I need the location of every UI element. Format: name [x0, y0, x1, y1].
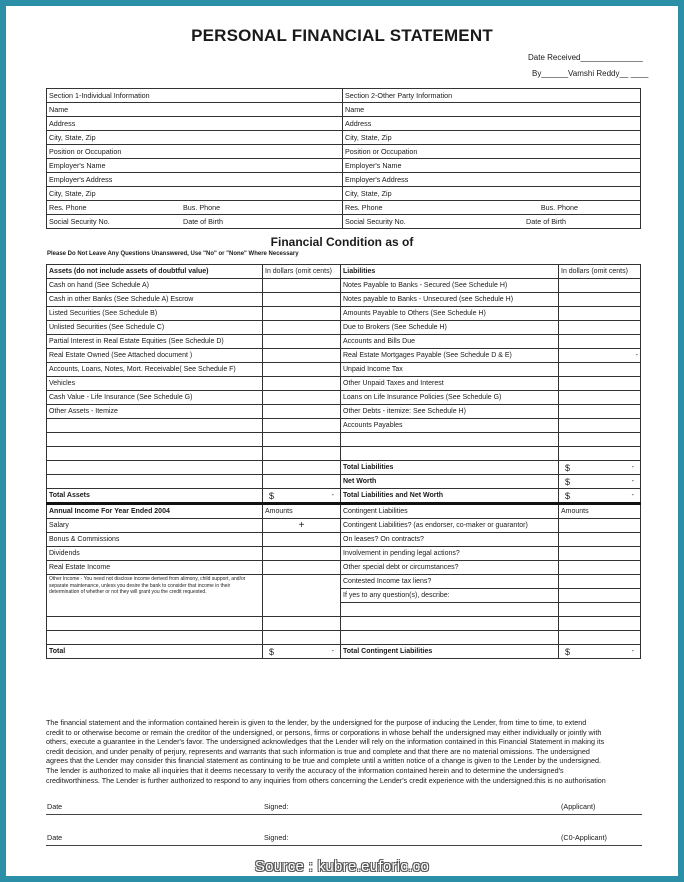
income-amount[interactable]	[263, 561, 341, 575]
s2-employer-city-field[interactable]: City, State, Zip	[343, 187, 641, 201]
contingent-amount[interactable]	[559, 533, 641, 547]
statement-line: others, execute a guarantee in the Lender's favor. The undersigned acknowledges that the Lender will rely on the information contained in this Financial Statement in making its	[46, 737, 605, 747]
contingent-row: If yes to any question(s), describe:	[341, 589, 559, 603]
asset-blank-row[interactable]	[47, 475, 263, 489]
asset-amount[interactable]	[263, 447, 341, 461]
assets-header: Assets (do not include assets of doubtful value)	[47, 265, 263, 279]
income-row: Salary	[47, 519, 263, 533]
s2-occupation-field[interactable]: Position or Occupation	[343, 145, 641, 159]
contingent-amount[interactable]	[559, 561, 641, 575]
asset-amount[interactable]	[263, 349, 341, 363]
contingent-blank-row[interactable]	[341, 617, 559, 631]
liability-row: Other Debts - itemize: See Schedule H)	[341, 405, 559, 419]
statement-line: The financial statement and the information contained herein is given to the lender, by the undersigned for the purpose of inducing the Lender, from time to time, to extend	[46, 718, 587, 727]
s2-res-phone-label: Res. Phone	[345, 203, 383, 212]
net-worth-amount[interactable]	[559, 475, 641, 489]
liability-row: Real Estate Mortgages Payable (See Schedule D & E)	[341, 349, 559, 363]
asset-row: Accounts, Loans, Notes, Mort. Receivable( See Schedule F)	[47, 363, 263, 377]
asset-amount[interactable]	[263, 279, 341, 293]
liability-row: Notes Payable to Banks - Secured (See Schedule H)	[341, 279, 559, 293]
s1-res-phone-label: Res. Phone	[49, 203, 87, 212]
liability-amount[interactable]	[559, 293, 641, 307]
liability-row: Loans on Life Insurance Policies (See Schedule G)	[341, 391, 559, 405]
contingent-header: Contingent Liabilities	[341, 504, 559, 519]
income-row: Real Estate Income	[47, 561, 263, 575]
liability-amount[interactable]	[559, 279, 641, 293]
s1-bus-phone-label: Bus. Phone	[183, 203, 221, 212]
liability-amount[interactable]	[559, 419, 641, 433]
asset-row: Other Assets - Itemize	[47, 405, 263, 419]
asset-row: Real Estate Owned (See Attached document )	[47, 349, 263, 363]
dash-value: -	[631, 648, 634, 655]
s1-employer-field[interactable]: Employer's Name	[47, 159, 343, 173]
income-amount[interactable]	[263, 533, 341, 547]
notice-text: Please Do Not Leave Any Questions Unanswered, Use "No" or "None" Where Necessary	[47, 251, 299, 257]
contingent-blank-row[interactable]	[341, 603, 559, 617]
asset-blank-row[interactable]	[47, 447, 263, 461]
liability-amount[interactable]	[559, 447, 641, 461]
asset-row: Cash on hand (See Schedule A)	[47, 279, 263, 293]
applicant-label: (Applicant)	[561, 802, 596, 811]
s2-employer-address-field[interactable]: Employer's Address	[343, 173, 641, 187]
asset-amount[interactable]	[263, 405, 341, 419]
s1-phone-row[interactable]	[47, 201, 343, 215]
liability-row: Accounts Payables	[341, 419, 559, 433]
dash-value: -	[631, 464, 634, 471]
income-amount[interactable]	[263, 547, 341, 561]
income-amount[interactable]	[263, 617, 341, 631]
liability-amount[interactable]	[559, 377, 641, 391]
liability-blank-row[interactable]	[341, 433, 559, 447]
date-label: Date	[47, 833, 63, 842]
co-applicant-signature-line[interactable]	[46, 845, 642, 846]
income-blank-row[interactable]	[47, 617, 263, 631]
statement-line: agrees that the Lender may consider this financial statement as continuing to be true and complete until a written notice of a change is given to the Lender by the undersigned.	[46, 756, 601, 766]
liability-amount[interactable]	[559, 405, 641, 419]
liability-row: Amounts Payable to Others (See Schedule H)	[341, 307, 559, 321]
section-information-table	[46, 88, 641, 229]
s1-ssn-row[interactable]	[47, 215, 343, 229]
dollar-sign: $	[269, 646, 275, 657]
co-applicant-label: (C0-Applicant)	[561, 833, 607, 842]
contingent-row: On leases? On contracts?	[341, 533, 559, 547]
liability-row: Notes payable to Banks - Unsecured (see Schedule H)	[341, 293, 559, 307]
asset-amount[interactable]	[263, 461, 341, 475]
total-liabilities-label: Total Liabilities	[341, 461, 559, 475]
liability-row: Unpaid Income Tax	[341, 363, 559, 377]
liability-amount[interactable]	[559, 307, 641, 321]
contingent-amount[interactable]	[559, 547, 641, 561]
liability-row: Accounts and Bills Due	[341, 335, 559, 349]
section1-heading: Section 1-Individual Information	[47, 89, 343, 103]
contingent-blank-row[interactable]	[341, 631, 559, 645]
contingent-amount[interactable]	[559, 617, 641, 631]
contingent-amount[interactable]	[559, 589, 641, 603]
statement-line: The lender is authorized to make all inquiries that it deems necessary to verify the accuracy of the information contained herein and to determine the undersigned's	[46, 765, 564, 775]
asset-row: Listed Securities (See Schedule B)	[47, 307, 263, 321]
total-liab-net-worth-amount[interactable]	[559, 489, 641, 504]
income-amount[interactable]	[263, 575, 341, 617]
s1-dob-label: Date of Birth	[183, 217, 223, 226]
asset-amount[interactable]	[263, 391, 341, 405]
asset-amount[interactable]	[263, 293, 341, 307]
section2-heading: Section 2-Other Party Information	[343, 89, 641, 103]
liability-amount[interactable]	[559, 391, 641, 405]
s2-phone-row[interactable]	[343, 201, 641, 215]
dash-value: -	[331, 492, 334, 499]
statement-line: credit to or otherwise become or remain the creditor of the undersigned, or persons, firms or corporations in whose behalf the undersigned may either individually or jointly with	[46, 727, 602, 737]
dollar-sign: $	[565, 490, 571, 501]
other-income-note: Other Income - You need not disclose income derived from alimony, child support, and/or separate maintenance, unless you desire the bank to consider that income in their determination of whether or not they will grant you the credit requested.	[47, 575, 263, 617]
liability-row: Due to Brokers (See Schedule H)	[341, 321, 559, 335]
income-blank-row[interactable]	[47, 631, 263, 645]
income-total-amount[interactable]	[263, 645, 341, 659]
asset-row: Cash Value - Life Insurance (See Schedule G)	[47, 391, 263, 405]
asset-row: Partial Interest in Real Estate Equities (See Schedule D)	[47, 335, 263, 349]
contingent-amount[interactable]	[559, 575, 641, 589]
total-contingent-label: Total Contingent Liabilities	[341, 645, 559, 659]
contingent-row: Other special debt or circumstances?	[341, 561, 559, 575]
income-total-label: Total	[47, 645, 263, 659]
s1-occupation-field[interactable]: Position or Occupation	[47, 145, 343, 159]
dollar-sign: $	[565, 462, 571, 473]
contingent-amounts-header: Amounts	[559, 504, 641, 519]
dollar-sign: $	[269, 490, 275, 501]
s1-name-field[interactable]: Name	[47, 103, 343, 117]
liability-row: Other Unpaid Taxes and Interest	[341, 377, 559, 391]
s1-city-field[interactable]: City, State, Zip	[47, 131, 343, 145]
net-worth-label: Net Worth	[341, 475, 559, 489]
s2-bus-phone-label: Bus. Phone	[540, 203, 578, 212]
page-title: PERSONAL FINANCIAL STATEMENT	[191, 26, 493, 45]
asset-amount[interactable]	[263, 475, 341, 489]
asset-amount[interactable]	[263, 433, 341, 447]
asset-amount[interactable]	[263, 363, 341, 377]
s1-ssn-label: Social Security No.	[49, 217, 110, 226]
income-amount[interactable]	[263, 631, 341, 645]
contingent-row: Contingent Liabilities? (as endorser, co-maker or guarantor)	[341, 519, 559, 533]
income-row: Bonus & Commissions	[47, 533, 263, 547]
s2-ssn-row[interactable]	[343, 215, 641, 229]
financial-condition-table	[46, 264, 641, 659]
s2-employer-field[interactable]: Employer's Name	[343, 159, 641, 173]
total-contingent-amount[interactable]	[559, 645, 641, 659]
signed-label: Signed:	[264, 802, 289, 811]
dash-value: -	[631, 492, 634, 499]
contingent-amount[interactable]	[559, 519, 641, 533]
statement-line: credit decision, and under penalty of perjury, represents and warrants that such information is true and complete and that there are no material omissions. The undersigned	[46, 746, 590, 756]
dash-value: -	[331, 648, 334, 655]
asset-amount[interactable]	[263, 307, 341, 321]
asset-blank-row[interactable]	[47, 461, 263, 475]
by-field[interactable]: By______Vamshi Reddy__ ____	[532, 69, 649, 78]
liability-amount[interactable]	[559, 433, 641, 447]
date-received-field[interactable]: Date Received______________	[528, 53, 643, 62]
contingent-row: Contested Income tax liens?	[341, 575, 559, 589]
asset-row: Cash in other Banks (See Schedule A) Escrow	[47, 293, 263, 307]
s2-address-field[interactable]: Address	[343, 117, 641, 131]
statement-paragraph	[46, 718, 642, 798]
date-label: Date	[47, 802, 63, 811]
contingent-amount[interactable]	[559, 631, 641, 645]
dollar-sign: $	[565, 476, 571, 487]
plus-icon[interactable]: +	[263, 519, 341, 533]
s1-address-field[interactable]: Address	[47, 117, 343, 131]
total-assets-amount[interactable]	[263, 489, 341, 504]
financial-condition-title: Financial Condition as of	[270, 235, 414, 249]
statement-line: creditworthiness. The Lender is further authorized to respond to any inquiries from others concerning the Lender's credit experience with the undersigned.this is no authorisation	[46, 775, 606, 785]
asset-blank-row[interactable]	[47, 419, 263, 433]
s2-name-field[interactable]: Name	[343, 103, 641, 117]
applicant-signature-line[interactable]	[46, 814, 642, 815]
asset-blank-row[interactable]	[47, 433, 263, 447]
liability-amount[interactable]	[559, 321, 641, 335]
dash-value: -	[631, 478, 634, 485]
asset-amount[interactable]	[263, 335, 341, 349]
income-header: Annual Income For Year Ended 2004	[47, 504, 263, 519]
total-assets-label: Total Assets	[47, 489, 263, 504]
s2-dob-label: Date of Birth	[526, 217, 566, 226]
liability-blank-row[interactable]	[341, 447, 559, 461]
liabilities-dollars-header: In dollars (omit cents)	[559, 265, 641, 279]
asset-row: Vehicles	[47, 377, 263, 391]
income-row: Dividends	[47, 547, 263, 561]
asset-amount[interactable]	[263, 419, 341, 433]
s2-city-field[interactable]: City, State, Zip	[343, 131, 641, 145]
signed-label: Signed:	[264, 833, 289, 842]
s2-ssn-label: Social Security No.	[345, 217, 406, 226]
s1-employer-address-field[interactable]: Employer's Address	[47, 173, 343, 187]
total-liab-net-worth-label: Total Liabilities and Net Worth	[341, 489, 559, 504]
liabilities-header: Liabilities	[341, 265, 559, 279]
total-liabilities-amount[interactable]	[559, 461, 641, 475]
s1-employer-city-field[interactable]: City, State, Zip	[47, 187, 343, 201]
statement-page	[6, 6, 678, 876]
liability-amount[interactable]	[559, 363, 641, 377]
contingent-amount[interactable]	[559, 603, 641, 617]
liability-amount[interactable]: -	[559, 349, 641, 363]
asset-amount[interactable]	[263, 377, 341, 391]
liability-amount[interactable]	[559, 335, 641, 349]
income-amounts-header: Amounts	[263, 504, 341, 519]
asset-row: Unlisted Securities (See Schedule C)	[47, 321, 263, 335]
assets-dollars-header: In dollars (omit cents)	[263, 265, 341, 279]
dollar-sign: $	[565, 646, 571, 657]
asset-amount[interactable]	[263, 321, 341, 335]
source-watermark: Source : kubre.euforic.co	[254, 858, 430, 875]
contingent-row: Involvement in pending legal actions?	[341, 547, 559, 561]
